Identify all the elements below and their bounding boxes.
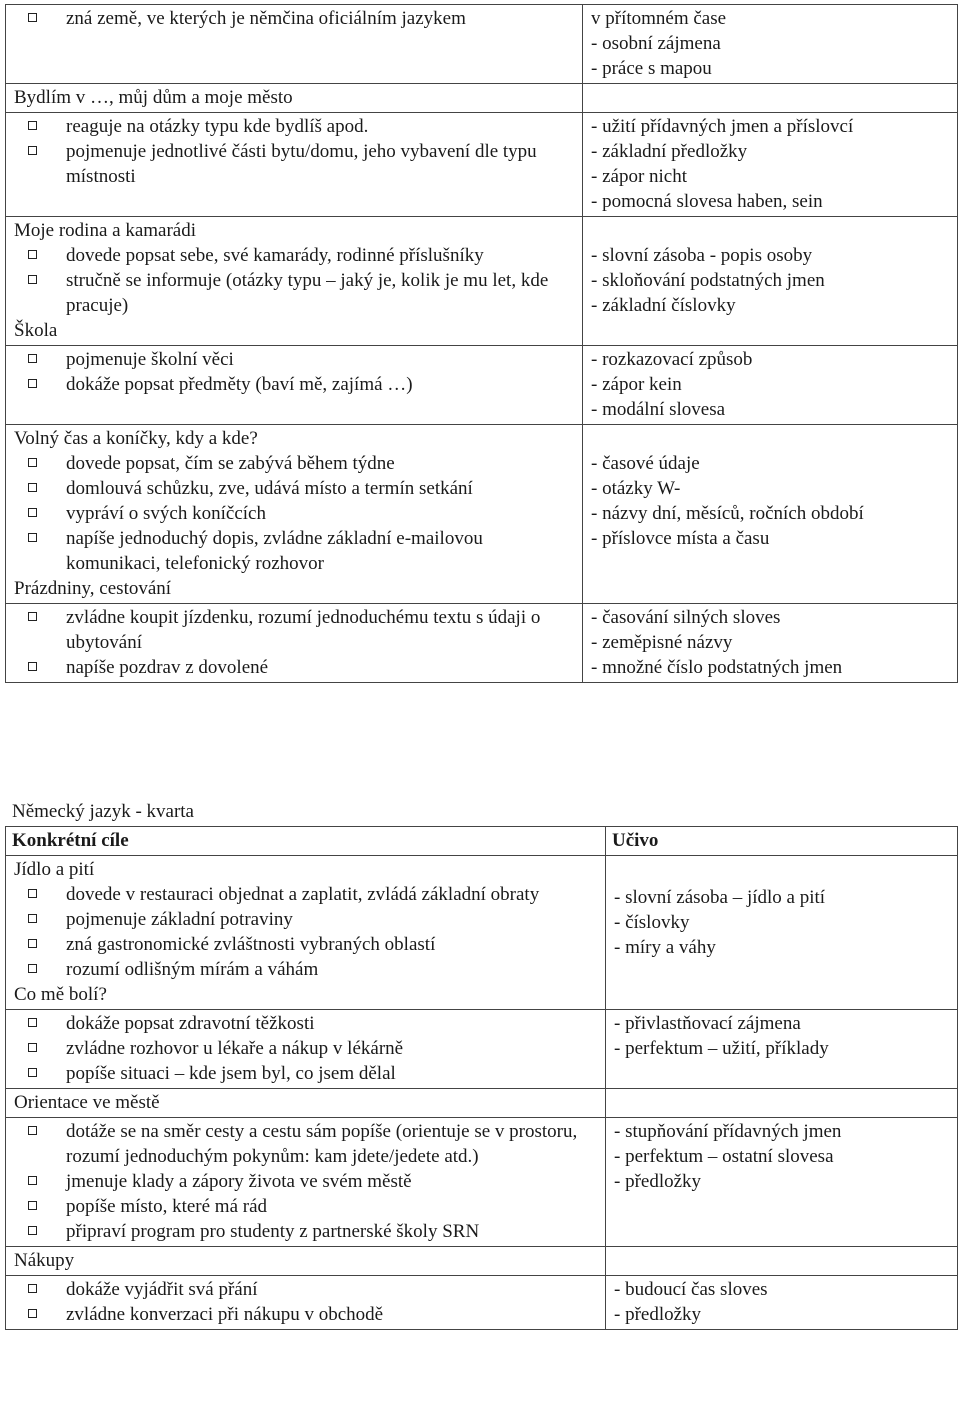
checkbox-icon xyxy=(28,250,37,259)
goal-list xyxy=(12,882,599,982)
header-content: Učivo xyxy=(606,827,958,856)
section-row xyxy=(6,1276,958,1330)
goal-item: připraví program pro studenty z partnerské školy SRN xyxy=(12,1219,599,1244)
section-row xyxy=(6,1010,958,1089)
grammar-item: - množné číslo podstatných jmen xyxy=(591,657,843,678)
checkbox-icon xyxy=(28,662,37,671)
section-title: Škola xyxy=(14,320,58,341)
section-title: Nákupy xyxy=(6,1247,606,1276)
goals-cell xyxy=(6,1118,606,1247)
goal-item: stručně se informuje (otázky typu – jaký je, kolik je mu let, kde pracuje) xyxy=(12,268,576,318)
goal-item: popíše situaci – kde jsem byl, co jsem dělal xyxy=(12,1061,599,1086)
goal-list xyxy=(12,243,576,318)
goal-item: dovede popsat, čím se zabývá během týdne xyxy=(12,451,576,476)
curriculum-table-tercie xyxy=(5,4,958,683)
grammar-item: - předložky xyxy=(614,1304,702,1325)
empty-cell xyxy=(606,1247,958,1276)
grammar-item: - práce s mapou xyxy=(591,58,712,79)
checkbox-icon xyxy=(28,914,37,923)
goal-item: pojmenuje jednotlivé části bytu/domu, jeho vybavení dle typu místnosti xyxy=(12,139,576,189)
goal-item: zvládne konverzaci při nákupu v obchodě xyxy=(12,1302,599,1327)
section-title: Moje rodina a kamarádi xyxy=(14,220,197,241)
empty-cell xyxy=(583,84,958,113)
grammar-item: - užití přídavných jmen a příslovcí xyxy=(591,116,854,137)
goal-item: popíše místo, které má rád xyxy=(12,1194,599,1219)
goal-item: pojmenuje základní potraviny xyxy=(12,907,599,932)
goal-list xyxy=(12,1119,599,1244)
goal-item: pojmenuje školní věci xyxy=(12,347,576,372)
goals-cell xyxy=(6,217,583,346)
grammar-item: v přítomném čase xyxy=(591,8,727,29)
grammar-cell xyxy=(606,1118,958,1247)
checkbox-icon xyxy=(28,1201,37,1210)
checkbox-icon xyxy=(28,612,37,621)
grammar-cell xyxy=(583,5,958,84)
checkbox-icon xyxy=(28,1226,37,1235)
section-title-row xyxy=(6,84,958,113)
grammar-cell xyxy=(606,1276,958,1330)
checkbox-icon xyxy=(28,1284,37,1293)
header-row xyxy=(6,827,958,856)
checkbox-icon xyxy=(28,533,37,542)
grammar-item: - rozkazovací způsob xyxy=(591,349,753,370)
grammar-list xyxy=(612,885,951,960)
grammar-cell xyxy=(606,856,958,1010)
grammar-item: - perfektum – užití, příklady xyxy=(614,1038,829,1059)
checkbox-icon xyxy=(28,964,37,973)
curriculum-table-kvarta xyxy=(5,826,958,1330)
section-title: Jídlo a pití xyxy=(14,859,95,880)
goals-cell xyxy=(6,1276,606,1330)
goal-item: dotáže se na směr cesty a cestu sám popíše (orientuje se v prostoru, rozumí jednoduchým pokynům: kam jdete/jedete atd.) xyxy=(12,1119,599,1169)
section-row xyxy=(6,5,958,84)
checkbox-icon xyxy=(28,1309,37,1318)
goal-item: zná země, ve kterých je němčina oficiálním jazykem xyxy=(12,6,576,31)
goal-item: dovede popsat sebe, své kamarády, rodinné příslušníky xyxy=(12,243,576,268)
goal-list xyxy=(12,1277,599,1327)
goal-item: dokáže vyjádřit svá přání xyxy=(12,1277,599,1302)
section-row xyxy=(6,217,958,346)
goal-item: napíše jednoduchý dopis, zvládne základní e-mailovou komunikaci, telefonický rozhovor xyxy=(12,526,576,576)
goal-item: zná gastronomické zvláštnosti vybraných oblastí xyxy=(12,932,599,957)
goal-item: dokáže popsat zdravotní těžkosti xyxy=(12,1011,599,1036)
grammar-list xyxy=(589,605,951,680)
section-row xyxy=(6,425,958,604)
section-title: Volný čas a koníčky, kdy a kde? xyxy=(14,428,258,449)
grammar-list xyxy=(589,451,951,551)
grammar-cell xyxy=(606,1010,958,1089)
grammar-list xyxy=(612,1011,951,1061)
grammar-cell xyxy=(583,346,958,425)
checkbox-icon xyxy=(28,483,37,492)
grammar-cell xyxy=(583,113,958,217)
grammar-item: - slovní zásoba - popis osoby xyxy=(591,245,813,266)
goals-cell xyxy=(6,346,583,425)
grammar-item: - časování silných sloves xyxy=(591,607,781,628)
grammar-item: - číslovky xyxy=(614,912,690,933)
grammar-cell xyxy=(583,604,958,683)
goal-item: zvládne koupit jízdenku, rozumí jednoduchému textu s údaji o ubytování xyxy=(12,605,576,655)
section-row xyxy=(6,604,958,683)
checkbox-icon xyxy=(28,1018,37,1027)
goal-list xyxy=(12,451,576,576)
grammar-list xyxy=(612,1277,951,1327)
section-title: Orientace ve městě xyxy=(6,1089,606,1118)
grammar-item: - slovní zásoba – jídlo a pití xyxy=(614,887,826,908)
goal-list xyxy=(12,114,576,189)
goals-cell xyxy=(6,5,583,84)
checkbox-icon xyxy=(28,354,37,363)
goal-item: zvládne rozhovor u lékaře a nákup v lékárně xyxy=(12,1036,599,1061)
goals-cell xyxy=(6,604,583,683)
section-row xyxy=(6,346,958,425)
section-title-row xyxy=(6,1247,958,1276)
grammar-list xyxy=(589,114,951,214)
section-title-row xyxy=(6,1089,958,1118)
goal-list xyxy=(12,605,576,680)
grammar-item: - stupňování přídavných jmen xyxy=(614,1121,842,1142)
goal-item: jmenuje klady a zápory života ve svém městě xyxy=(12,1169,599,1194)
table-caption: Německý jazyk - kvarta xyxy=(12,801,194,822)
checkbox-icon xyxy=(28,1043,37,1052)
grammar-item: - přivlastňovací zájmena xyxy=(614,1013,801,1034)
goal-item: napíše pozdrav z dovolené xyxy=(12,655,576,680)
header-goals: Konkrétní cíle xyxy=(6,827,606,856)
checkbox-icon xyxy=(28,508,37,517)
grammar-list xyxy=(589,243,951,318)
grammar-item: - zápor nicht xyxy=(591,166,688,187)
goals-cell xyxy=(6,856,606,1010)
section-row xyxy=(6,856,958,1010)
goal-list xyxy=(12,347,576,397)
grammar-item: - otázky W- xyxy=(591,478,681,499)
section-title: Prázdniny, cestování xyxy=(14,578,172,599)
checkbox-icon xyxy=(28,1126,37,1135)
grammar-list xyxy=(612,1119,951,1194)
goal-list xyxy=(12,1011,599,1086)
checkbox-icon xyxy=(28,275,37,284)
goals-cell xyxy=(6,1010,606,1089)
grammar-item: - časové údaje xyxy=(591,453,700,474)
grammar-item: - modální slovesa xyxy=(591,399,726,420)
goal-item: dokáže popsat předměty (baví mě, zajímá …) xyxy=(12,372,576,397)
grammar-item: - názvy dní, měsíců, ročních období xyxy=(591,503,864,524)
goal-item: dovede v restauraci objednat a zaplatit, zvládá základní obraty xyxy=(12,882,599,907)
goal-item: reaguje na otázky typu kde bydlíš apod. xyxy=(12,114,576,139)
section-title: Bydlím v …, můj dům a moje město xyxy=(6,84,583,113)
grammar-item: - předložky xyxy=(614,1171,702,1192)
grammar-item: - skloňování podstatných jmen xyxy=(591,270,825,291)
grammar-list xyxy=(589,347,951,422)
checkbox-icon xyxy=(28,458,37,467)
grammar-item: - perfektum – ostatní slovesa xyxy=(614,1146,834,1167)
grammar-item: - budoucí čas sloves xyxy=(614,1279,768,1300)
grammar-item: - základní předložky xyxy=(591,141,748,162)
goals-cell xyxy=(6,113,583,217)
empty-cell xyxy=(606,1089,958,1118)
checkbox-icon xyxy=(28,379,37,388)
section-row xyxy=(6,113,958,217)
checkbox-icon xyxy=(28,889,37,898)
spacer xyxy=(12,397,576,405)
grammar-item: - zápor kein xyxy=(591,374,682,395)
grammar-item: - zeměpisné názvy xyxy=(591,632,733,653)
grammar-cell xyxy=(583,217,958,346)
grammar-item: - pomocná slovesa haben, sein xyxy=(591,191,823,212)
grammar-item: - míry a váhy xyxy=(614,937,716,958)
goal-item: vypráví o svých koníčcích xyxy=(12,501,576,526)
checkbox-icon xyxy=(28,939,37,948)
grammar-list xyxy=(589,6,951,81)
grammar-item: - příslovce místa a času xyxy=(591,528,770,549)
goal-item: rozumí odlišným mírám a váhám xyxy=(12,957,599,982)
checkbox-icon xyxy=(28,1176,37,1185)
section-row xyxy=(6,1118,958,1247)
checkbox-icon xyxy=(28,146,37,155)
section-title: Co mě bolí? xyxy=(14,984,107,1005)
goals-cell xyxy=(6,425,583,604)
grammar-item: - základní číslovky xyxy=(591,295,736,316)
checkbox-icon xyxy=(28,121,37,130)
goal-list xyxy=(12,6,576,31)
checkbox-icon xyxy=(28,13,37,22)
goal-item: domlouvá schůzku, zve, udává místo a termín setkání xyxy=(12,476,576,501)
checkbox-icon xyxy=(28,1068,37,1077)
grammar-cell xyxy=(583,425,958,604)
grammar-item: - osobní zájmena xyxy=(591,33,721,54)
